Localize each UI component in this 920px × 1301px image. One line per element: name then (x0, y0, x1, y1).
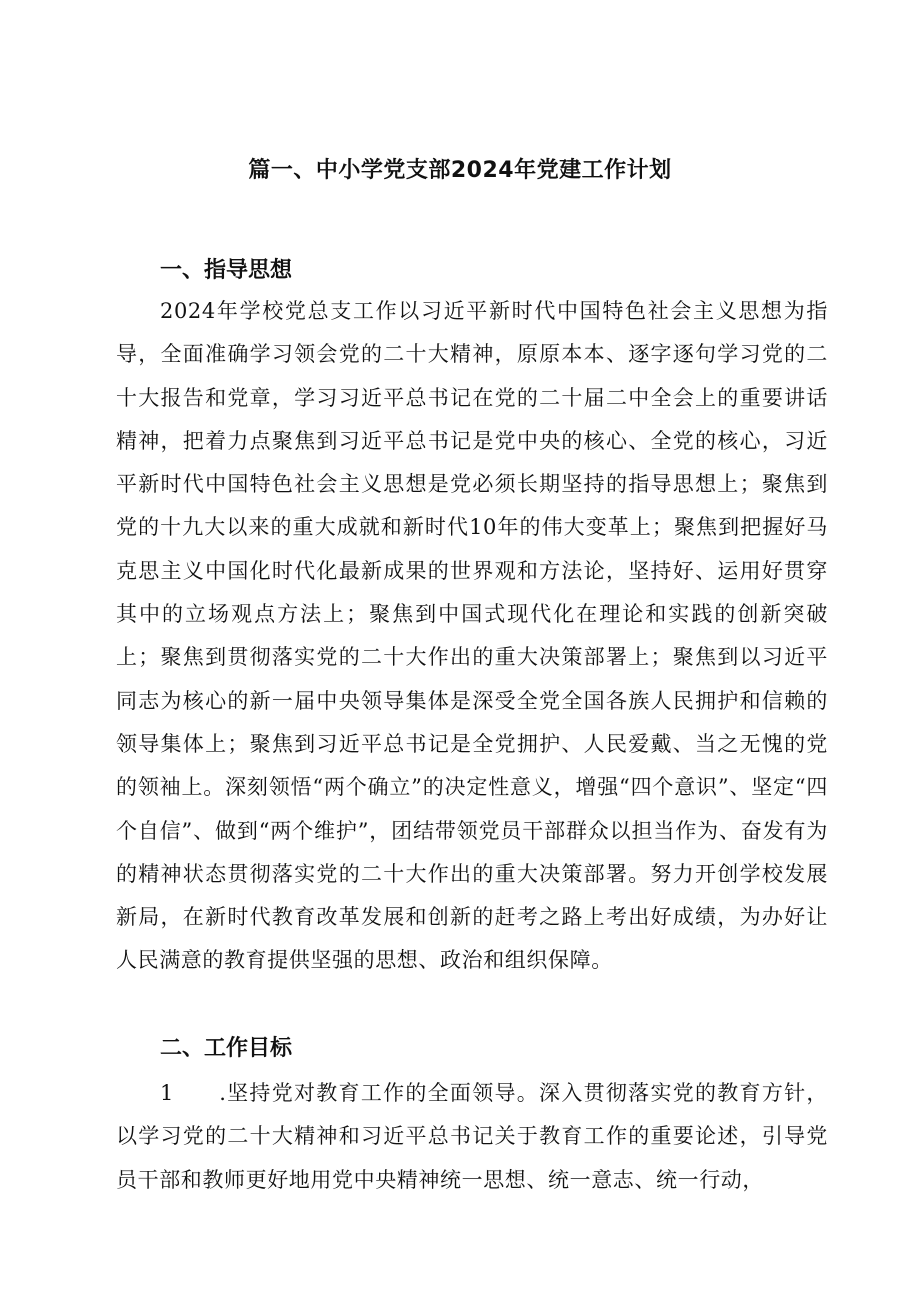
section-paragraph-guiding-ideology: 2024年学校党总支工作以习近平新时代中国特色社会主义思想为指导，全面准确学习领会党的二十大精神，原原本本、逐字逐句学习党的二十大报告和党章，学习习近平总书记在党的二十届二中全会上的重要讲话精神，把着力点聚焦到习近平总书记是党中央的核心、全党的核心，习近平新时代中国特色社会主义思想是党必须长期坚持的指导思想上；聚焦到党的十九大以来的重大成就和新时代10年的伟大变革上；聚焦到把握好马克思主义中国化时代化最新成果的世界观和方法论，坚持好、运用好贯穿其中的立场观点方法上；聚焦到中国式现代化在理论和实践的创新突破上；聚焦到贯彻落实党的二十大作出的重大决策部署上；聚焦到以习近平同志为核心的新一届中央领导集体是深受全党全国各族人民拥护和信赖的领导集体上；聚焦到习近平总书记是全党拥护、人民爱戴、当之无愧的党的领袖上。深刻领悟“两个确立”的决定性意义，增强“四个意识”、坚定“四个自信”、做到“两个维护”，团结带领党员干部群众以担当作为、奋发有为的精神状态贯彻落实党的二十大作出的重大决策部署。努力开创学校发展新局，在新时代教育改革发展和创新的赶考之路上考出好成绩，为办好让人民满意的教育提供坚强的思想、政治和组织保障。 (116, 299, 828, 973)
section-paragraph-work-goals: 1 .坚持党对教育工作的全面领导。深入贯彻落实党的教育方针，以学习党的二十大精神和习近平总书记关于教育工作的重要论述，引导党员干部和教师更好地用党中央精神统一思想、统一意志、统一行动， (116, 1081, 828, 1192)
section-heading-work-goals: 二、工作目标 (160, 1036, 293, 1061)
document-title: 篇一、中小学党支部2024年党建工作计划 (248, 158, 672, 183)
section-heading-guiding-ideology: 一、指导思想 (160, 258, 293, 283)
